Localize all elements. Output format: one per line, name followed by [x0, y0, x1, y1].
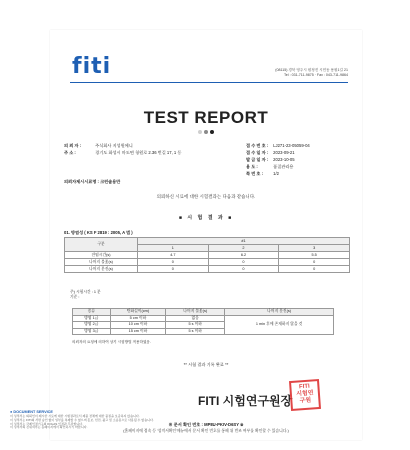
col-header: 3	[279, 245, 350, 252]
doc-note: 이 성적서는 국제인정기구의 KOLAS 인정과 무관합니다.	[10, 421, 83, 426]
cell-value: 4.7	[138, 252, 209, 259]
table-row	[65, 266, 350, 273]
header-divider	[70, 82, 348, 83]
cell-value: 0	[208, 259, 279, 266]
doc-note: 이 성적서의 진위여부는 홈페이지에서 확인하시기 바랍니다.	[10, 425, 88, 430]
row-label: 나머지 불꽃(s)	[65, 259, 138, 266]
cell-value: 10 cm 이하	[110, 322, 166, 329]
sample-name: 의뢰자제시시료명 : 크린솔용만	[64, 179, 121, 184]
criteria-table	[72, 308, 334, 335]
end-of-results: ** 시험 결과 기록 완료 **	[183, 362, 229, 367]
cell-value: 5 s 이하	[166, 322, 225, 329]
cell-value: 0	[138, 266, 209, 273]
row-label: 나머지 분진(s)	[65, 266, 138, 273]
cell-value: 5.5	[279, 252, 350, 259]
cell-value: 0	[208, 266, 279, 273]
client-address-row: 주 소 : 경기도 화성시 마도면 청원로 2.36 번길 17, 1 동	[64, 150, 182, 155]
grade-cell: 방염 1급	[73, 315, 111, 322]
cell-value: 없음	[166, 315, 225, 322]
official-seal: FITI 시험연 구원	[289, 379, 321, 411]
header-address	[275, 68, 348, 78]
row-label: 잔염시간(s)	[65, 252, 138, 259]
sample-group-header: #1	[138, 238, 350, 245]
cell-value: 0	[279, 266, 350, 273]
row-header: 구분	[65, 238, 138, 252]
document-notes	[10, 415, 306, 430]
signature: FITI 시험연구원장	[198, 394, 293, 408]
grade-cell: 방염 3급	[73, 328, 111, 335]
phone-line: Tel : 031-711-9875 · Fax : 043-711-9864	[284, 73, 348, 77]
dot-light	[198, 130, 202, 134]
col-header: 종류	[73, 309, 111, 316]
client-info	[64, 142, 224, 156]
test-notes	[70, 290, 101, 300]
cell-value: 0	[138, 259, 209, 266]
cell-value: 5 cm 이하	[110, 315, 166, 322]
table-row	[65, 259, 350, 266]
title-dots	[50, 130, 362, 136]
fiti-logo: fiti	[72, 54, 112, 79]
receipt-info	[246, 142, 356, 177]
verification-number: ※ 문서 확인 번호 : MP8U-PKIV-D6SY ※	[168, 422, 244, 427]
method-note: 의뢰자의 요청에 의하여 상기 시험방법 적용하였음.	[72, 340, 151, 344]
col-header: 2	[208, 245, 279, 252]
verification-instructions: (홈페이지에 접속 등 '성적서확인'메뉴에서 문서 확인 번호를 통해 위 번조 여부를 확인할 수 있습니다.)	[123, 429, 289, 433]
address-line: (08115) 경북 영주시 원정진 시민동 용원1길 21	[275, 68, 348, 72]
results-table	[64, 237, 350, 273]
col-header: 나머지 불꽃(s)	[166, 309, 225, 316]
dot-dark	[210, 130, 214, 134]
merged-criteria: 1 min 후에 존재하지 않을 것	[225, 315, 334, 335]
section-title: ■ 시 험 결 과 ■	[178, 215, 234, 221]
cell-value: 0	[279, 259, 350, 266]
grade-cell: 방염 2급	[73, 322, 111, 329]
receipt-number-row: 접 수 번 호 : LJ271-23-05059-04	[246, 143, 310, 148]
col-header: 나머지 분진(s)	[225, 309, 334, 316]
document-service-title: ● DOCUMENT SERVICE	[10, 410, 53, 414]
issue-date-row: 발 급 일 자 : 2023-10-05	[246, 157, 295, 162]
cell-value: 15 cm 이하	[110, 328, 166, 335]
page-number-row: 쪽 번 호 : 1/2	[246, 171, 279, 176]
client-name-row: 의 뢰 자 : 주식회사 지성원에니	[64, 143, 133, 148]
cell-value: 5 s 이하	[166, 328, 225, 335]
purpose-row: 용 도 : 품질관리용	[246, 164, 294, 169]
note-line: 기준 :	[70, 295, 80, 299]
result-notice: 의뢰하신 시료에 대한 시험결과는 다음과 같습니다.	[156, 194, 256, 199]
doc-note: 이 성적서는 의뢰인이 제시한 시료에 대한 시험결과로서 제품 전체에 대한 품질을 보증하지 않습니다.	[10, 414, 140, 418]
doc-note: 이 성적서는 FITI의 서면 승인 없이 일부를 복제할 수 없으며 홍보, 선전, 광고 및 소송용으로 사용될 수 없습니다.	[10, 417, 154, 422]
page-title: TEST REPORT	[143, 108, 269, 127]
table-row	[65, 252, 350, 259]
col-header: 1	[138, 245, 209, 252]
report-sheet	[50, 30, 362, 440]
table-header-row	[65, 238, 350, 245]
receipt-date-row: 접 수 일 자 : 2023-09-21	[246, 150, 295, 155]
col-header: 탄화길이(cm)	[110, 309, 166, 316]
test-item-title: 01. 방염성 ( KS F 2819 : 2005, A 법 )	[64, 230, 133, 235]
note-line: 주) 시험시간 : 1 분	[70, 290, 101, 294]
cell-value: 6.2	[208, 252, 279, 259]
dot-mid	[204, 130, 208, 134]
